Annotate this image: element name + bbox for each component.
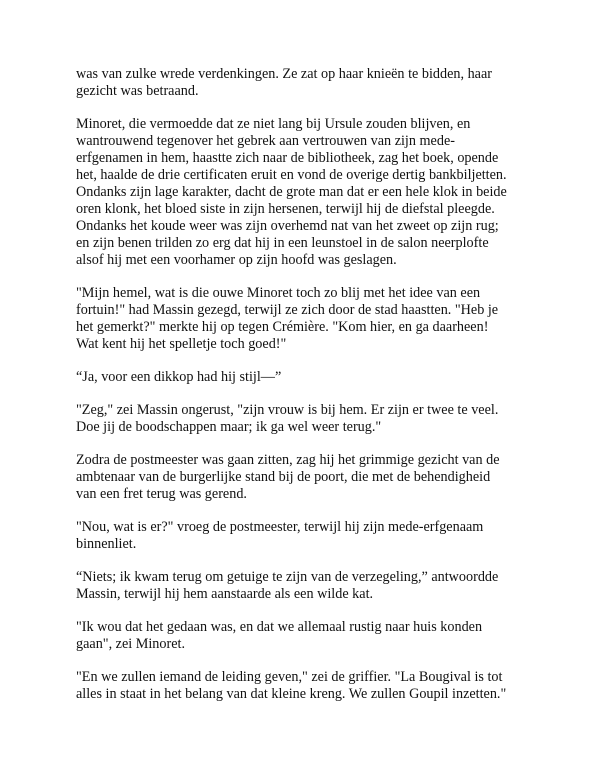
text-line: "Mijn hemel, wat is die ouwe Minoret toch zo blij met het idee van een <box>76 285 481 301</box>
text-line: "Zeg," zei Massin ongerust, "zijn vrouw is bij hem. Er zijn er twee te veel. <box>76 402 499 418</box>
paragraph-3 <box>76 285 538 353</box>
text-line: ambtenaar van de burgerlijke stand bij de poort, die met de behendigheid <box>76 469 491 485</box>
text-line: het gemerkt?" merkte hij op tegen Crémière. "Kom hier, en ga daarheen! <box>76 319 489 335</box>
text-line: van een fret terug was gerend. <box>76 486 247 502</box>
text-line: binnenliet. <box>76 536 137 552</box>
text-line: Minoret, die vermoedde dat ze niet lang bij Ursule zouden blijven, en <box>76 116 471 132</box>
text-line: "Ik wou dat het gedaan was, en dat we allemaal rustig naar huis konden <box>76 619 483 635</box>
text-line: Ondanks zijn lage karakter, dacht de grote man dat er een hele klok in beide <box>76 184 507 200</box>
text-line: “Ja, voor een dikkop had hij stijl—” <box>76 369 282 385</box>
text-line: oren klonk, het bloed siste in zijn hersenen, terwijl hij de diefstal pleegde. <box>76 201 495 217</box>
text-line: Doe jij de boodschappen maar; ik ga wel weer terug." <box>76 419 382 435</box>
text-line: "Nou, wat is er?" vroeg de postmeester, terwijl hij zijn mede-erfgenaam <box>76 519 484 535</box>
text-line: erfgenamen in hem, haastte zich naar de bibliotheek, zag het boek, opende <box>76 150 499 166</box>
text-line: alsof hij met een voorhamer op zijn hoofd was geslagen. <box>76 252 397 268</box>
text-line: Ondanks het koude weer was zijn overhemd nat van het zweet op zijn rug; <box>76 218 499 234</box>
text-line: Massin, terwijl hij hem aanstaarde als een wilde kat. <box>76 586 374 602</box>
text-line: was van zulke wrede verdenkingen. Ze zat op haar knieën te bidden, haar <box>76 66 492 82</box>
paragraph-10 <box>76 669 538 703</box>
document-page <box>76 66 538 719</box>
paragraph-6 <box>76 452 538 503</box>
text-line: gaan", zei Minoret. <box>76 636 186 652</box>
text-line: Wat kent hij het spelletje toch goed!" <box>76 336 287 352</box>
paragraph-9 <box>76 619 538 653</box>
text-line: gezicht was betraand. <box>76 83 199 99</box>
text-line: fortuin!" had Massin gezegd, terwijl ze zich door de stad haastten. "Heb je <box>76 302 499 318</box>
paragraph-5 <box>76 402 538 436</box>
text-line: Zodra de postmeester was gaan zitten, zag hij het grimmige gezicht van de <box>76 452 500 468</box>
paragraph-7 <box>76 519 538 553</box>
paragraph-8 <box>76 569 538 603</box>
paragraph-4 <box>76 369 538 386</box>
paragraph-1 <box>76 66 538 100</box>
text-line: en zijn benen trilden zo erg dat hij in een leunstoel in de salon neerplofte <box>76 235 489 251</box>
paragraph-2 <box>76 116 538 269</box>
text-line: "En we zullen iemand de leiding geven," zei de griffier. "La Bougival is tot <box>76 669 503 685</box>
text-line: het, haalde de drie certificaten eruit en vond de overige dertig bankbiljetten. <box>76 167 507 183</box>
text-line: “Niets; ik kwam terug om getuige te zijn van de verzegeling,” antwoordde <box>76 569 499 585</box>
text-line: alles in staat in het belang van dat kleine kreng. We zullen Goupil inzetten." <box>76 686 507 702</box>
text-line: wantrouwend tegenover het gebrek aan vertrouwen van zijn mede- <box>76 133 455 149</box>
